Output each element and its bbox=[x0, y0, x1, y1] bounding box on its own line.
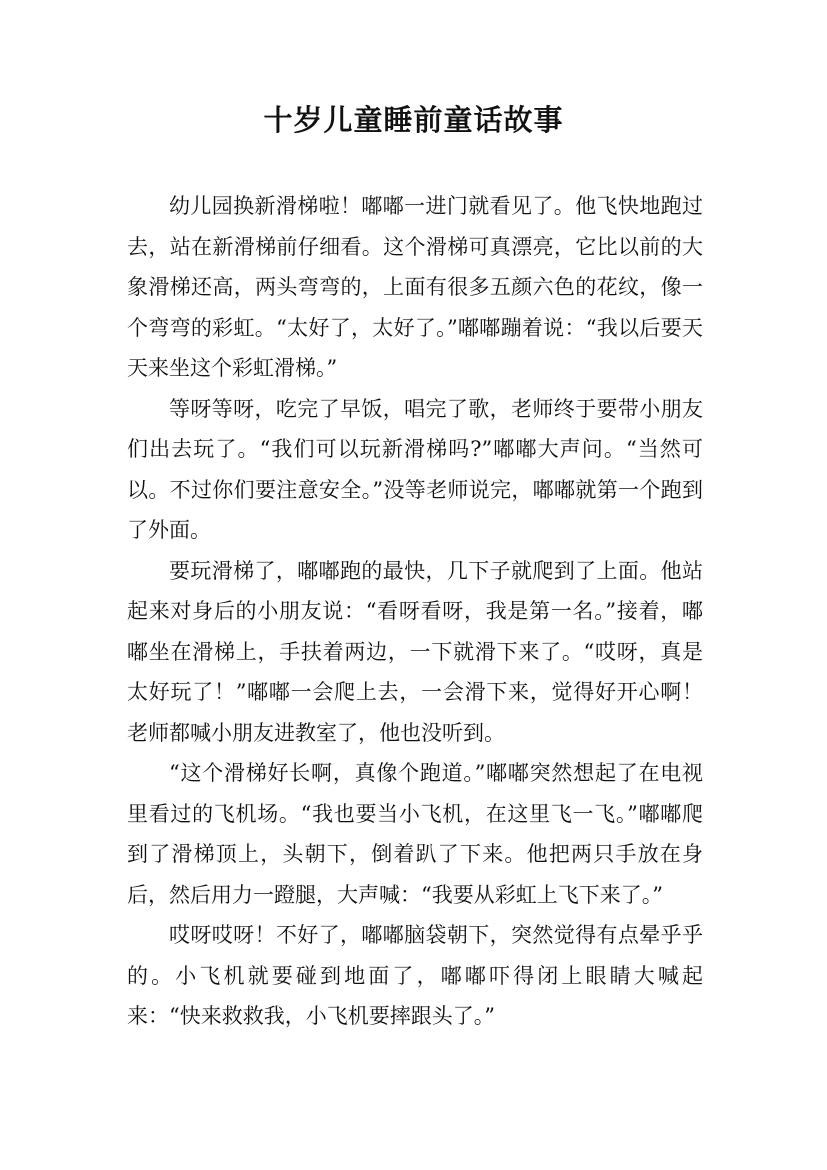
paragraph-5: 哎呀哎呀！不好了，嘟嘟脑袋朝下，突然觉得有点晕乎乎的。小飞机就要碰到地面了，嘟嘟吓得闭上眼睛大喊起来：“快来救救我，小飞机要摔跟头了。” bbox=[127, 923, 703, 1028]
document-title: 十岁儿童睡前童话故事 bbox=[263, 103, 564, 137]
paragraph-2: 等呀等呀，吃完了早饭，唱完了歌，老师终于要带小朋友们出去玩了。“我们可以玩新滑梯吗?”嘟嘟大声问。“当然可以。不过你们要注意安全。”没等老师说完，嘟嘟就第一个跑到了外面。 bbox=[127, 396, 703, 542]
paragraph-3: 要玩滑梯了，嘟嘟跑的最快，几下子就爬到了上面。他站起来对身后的小朋友说：“看呀看呀，我是第一名。”接着，嘟嘟坐在滑梯上，手扶着两边，一下就滑下来了。“哎呀，真是太好玩了！”嘟嘟一会爬上去，一会滑下来，觉得好开心啊！老师都喊小朋友进教室了，他也没听到。 bbox=[127, 558, 703, 745]
document-body bbox=[127, 186, 703, 1037]
paragraph-4: “这个滑梯好长啊，真像个跑道。”嘟嘟突然想起了在电视里看过的飞机场。“我也要当小飞机，在这里飞一飞。”嘟嘟爬到了滑梯顶上，头朝下，倒着趴了下来。他把两只手放在身后，然后用力一蹬腿，大声喊：“我要从彩虹上飞下来了。” bbox=[127, 761, 703, 907]
paragraph-1: 幼儿园换新滑梯啦！嘟嘟一进门就看见了。他飞快地跑过去，站在新滑梯前仔细看。这个滑梯可真漂亮，它比以前的大象滑梯还高，两头弯弯的，上面有很多五颜六色的花纹，像一个弯弯的彩虹。“太好了，太好了。”嘟嘟蹦着说：“我以后要天天来坐这个彩虹滑梯。” bbox=[127, 194, 703, 380]
